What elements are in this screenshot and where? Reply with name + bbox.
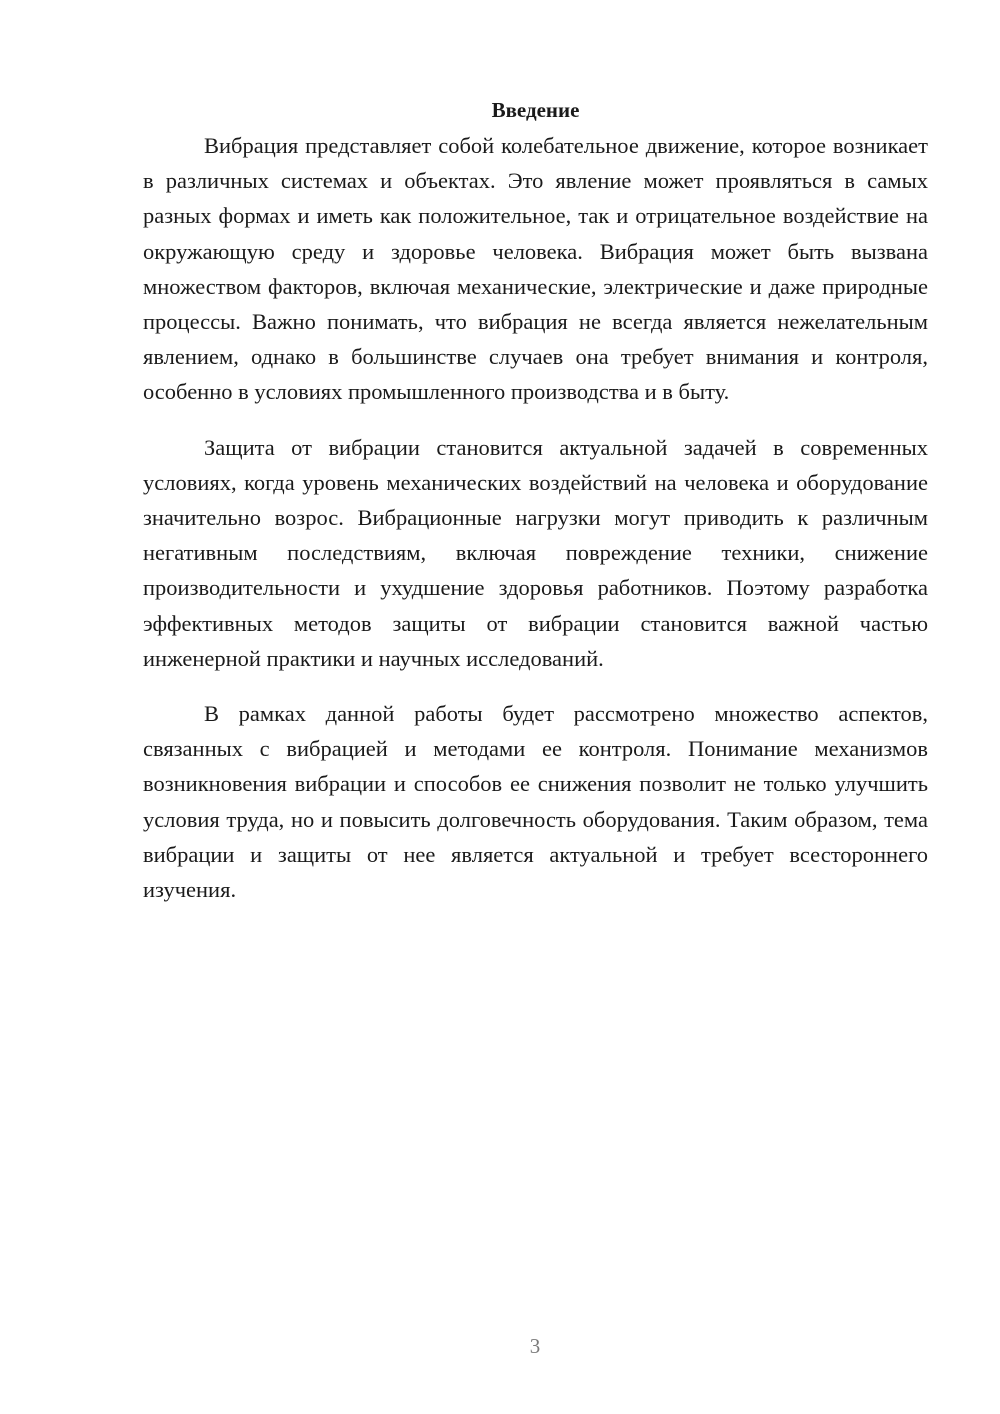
paragraph-2: Защита от вибрации становится актуальной задачей в современных условиях, когда уровень механических воздействий на человека и оборудование значительно возрос. Вибрационные нагрузки могут приводить к различным негативным последствиям, включая повреждение техники, снижение производительности и ухудшение здоровья работников. Поэтому разработка эффективных методов защиты от вибрации становится важной частью инженерной практики и научных исследований.: [143, 434, 928, 671]
section-heading: Введение: [491, 98, 580, 122]
paragraph-1: Вибрация представляет собой колебательное движение, которое возникает в различных системах и объектах. Это явление может проявляться в самых разных формах и иметь как положительное, так и отрицательное воздействие на окружающую среду и здоровье человека. Вибрация может быть вызвана множеством факторов, включая механические, электрические и даже природные процессы. Важно понимать, что вибрация не всегда является нежелательным явлением, однако в большинстве случаев она требует внимания и контроля, особенно в условиях промышленного производства и в быту.: [143, 133, 928, 405]
paragraph-3: В рамках данной работы будет рассмотрено множество аспектов, связанных с вибрацией и методами ее контроля. Понимание механизмов возникновения вибрации и способов ее снижения позволит не только улучшить условия труда, но и повысить долговечность оборудования. Таким образом, тема вибрации и защиты от нее является актуальной и требует всестороннего изучения.: [143, 701, 928, 903]
page-number: 3: [529, 1334, 541, 1358]
page-content: [143, 92, 928, 907]
